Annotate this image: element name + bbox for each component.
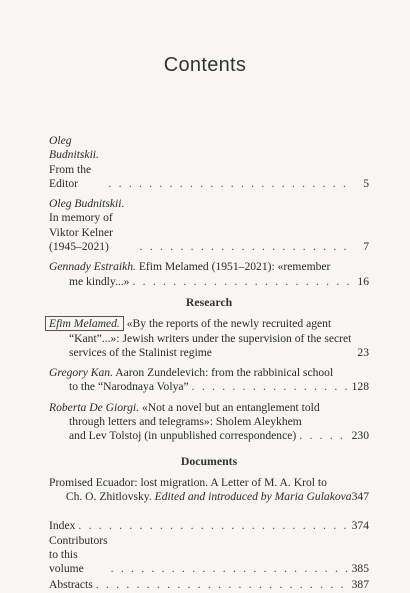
entry-editor: Edited and introduced by Maria Gulakova: [154, 490, 352, 504]
entry-title-line: Aaron Zundelevich: from the rabbinical school: [115, 366, 334, 380]
toc-entry-contributors[interactable]: [49, 534, 369, 577]
entry-author: Oleg Budnitskii.: [49, 134, 99, 162]
page-number: 387: [351, 577, 369, 591]
dot-leader: [140, 240, 352, 254]
entry-title-line: me kindly...»: [69, 274, 130, 288]
page-number: 23: [357, 345, 369, 359]
dot-leader: [299, 429, 348, 443]
toc-entry-zundelevich[interactable]: [49, 366, 369, 395]
entry-title: Abstracts: [49, 577, 93, 591]
dot-leader: [192, 380, 349, 394]
entry-title-line: Promised Ecuador: lost migration. A Letter of M. A. Krol to: [49, 475, 327, 489]
toc-entry-kant[interactable]: [49, 317, 369, 360]
page-number: 374: [351, 518, 369, 532]
entry-title-line: services of the Stalinist regime: [69, 345, 212, 359]
entry-title: In memory of Viktor Kelner (1945–2021): [49, 211, 114, 254]
page-number: 385: [351, 562, 369, 576]
toc-entry-aleykhem-tolstoj[interactable]: [49, 401, 369, 444]
section-heading-documents: Documents: [180, 453, 238, 468]
entry-author: Oleg Budnitskii.: [49, 197, 125, 211]
entry-title: Index: [49, 518, 76, 532]
entry-title-line: through letters and telegrams»: Sholem Aleykhem: [69, 415, 302, 429]
entry-title-line: Ch. O. Zhitlovsky.: [65, 490, 152, 504]
dot-leader: [96, 578, 349, 592]
entry-author-boxed: Efim Melamed.: [45, 316, 124, 331]
entry-title-line: “Kant”...»: Jewish writers under the supervision of the secret: [69, 331, 352, 345]
toc-entry-index[interactable]: [49, 519, 369, 533]
toc-entry-kelner[interactable]: [49, 197, 369, 254]
page-number: 128: [351, 380, 369, 394]
page-title: Contents: [163, 54, 247, 76]
toc-entry-abstracts[interactable]: [49, 578, 369, 592]
toc-entry-promised-ecuador[interactable]: [49, 476, 369, 505]
entry-title-line: «By the reports of the newly recruited agent: [126, 317, 332, 331]
dot-leader: [78, 519, 348, 533]
entry-author: Gregory Kan.: [49, 366, 113, 380]
entry-author: Gennady Estraikh.: [49, 260, 136, 274]
entry-title: Contributors to this volume: [49, 533, 108, 576]
dot-leader: [111, 562, 349, 576]
page-number: 5: [363, 176, 369, 190]
entry-title: From the Editor: [49, 162, 92, 190]
back-matter: [49, 519, 369, 592]
dot-leader: [108, 177, 352, 191]
page-number: 7: [363, 240, 369, 254]
page-number: 347: [351, 490, 369, 504]
section-heading-research: Research: [185, 294, 233, 309]
entry-title-line: and Lev Tolstoj (in unpublished correspondence): [69, 429, 297, 443]
dot-leader: [132, 275, 354, 289]
toc-entry-melamed-memorial[interactable]: [49, 260, 369, 289]
entry-title-line: Efim Melamed (1951–2021): «remember: [138, 260, 331, 274]
page-number: 230: [351, 429, 369, 443]
page-number: 16: [357, 274, 369, 288]
table-of-contents: [49, 134, 369, 593]
toc-entry-from-editor[interactable]: [49, 134, 369, 191]
entry-title-line: to the “Narodnaya Volya”: [69, 380, 189, 394]
entry-author: Roberta De Giorgi.: [49, 400, 140, 414]
entry-title-line: «Not a novel but an entanglement told: [141, 400, 320, 414]
